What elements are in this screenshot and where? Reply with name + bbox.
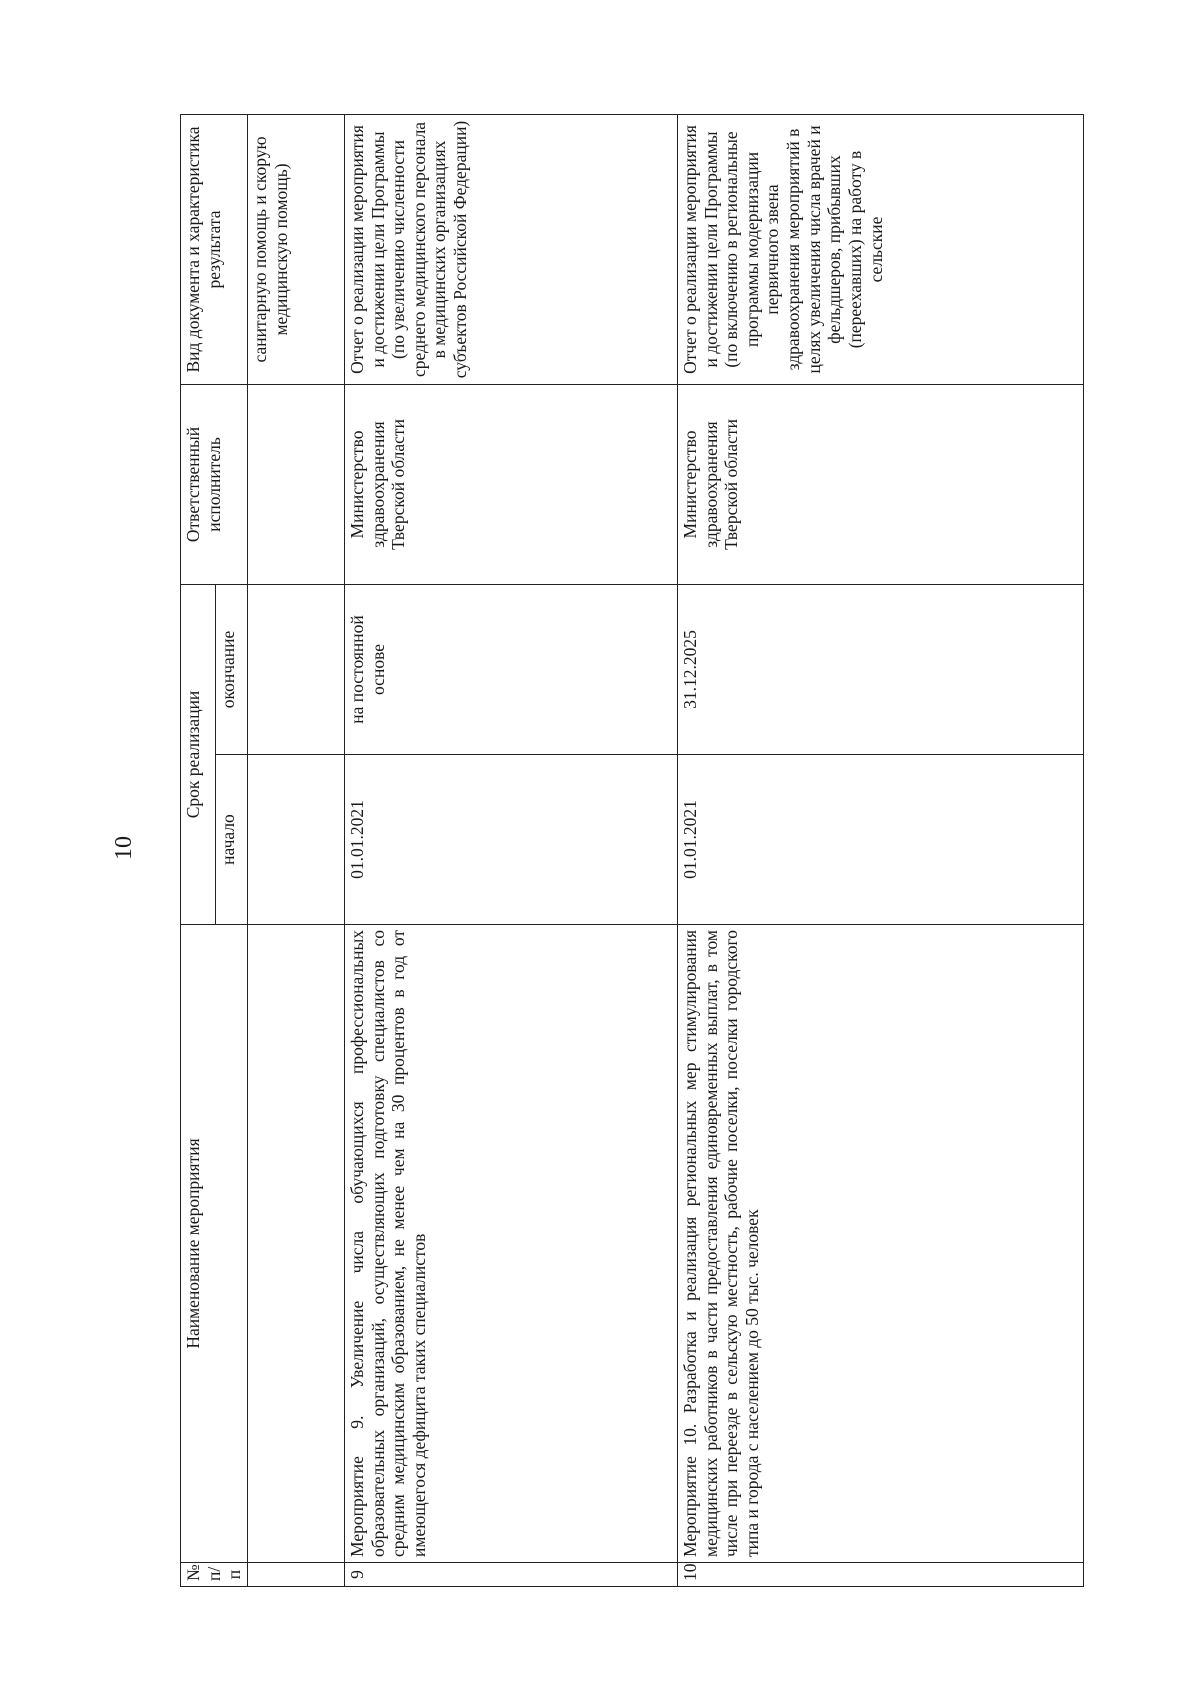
activities-table	[180, 114, 1084, 1587]
table-header	[181, 114, 248, 1586]
row-executor: Министерство здравоохранения Тверской области	[344, 384, 677, 584]
row-start	[247, 755, 344, 925]
row-executor	[247, 384, 344, 584]
header-row-top	[181, 114, 216, 1586]
row-end: на постоянной основе	[344, 584, 677, 754]
row-executor: Министерство здравоохранения Тверской области	[677, 384, 1083, 584]
row-number	[247, 1563, 344, 1587]
row-name: Мероприятие 10. Разработка и реализация региональных мер стимулирования медицинских работников в части предоставления единовременных выплат, в том числе при переезде в сельскую местность, рабочие поселки, поселки городского типа и города с населением до 50 тыс. человек	[677, 925, 1083, 1563]
row-number: 9	[344, 1563, 677, 1587]
header-end: окончание	[216, 584, 248, 754]
row-end	[247, 584, 344, 754]
row-start: 01.01.2021	[344, 755, 677, 925]
row-name: Мероприятие 9. Увеличение числа обучающихся профессиональных образовательных организаций, осуществляющих подготовку специалистов со средним медицинским образованием, не менее чем на 30 процентов в год от имеющегося дефицита таких специалистов	[344, 925, 677, 1563]
row-result: Отчет о реализации мероприятия и достижении цели Программы (по увеличению численности среднего медицинского персонала в медицинских организациях субъектов Российской Федерации)	[344, 114, 677, 384]
row-name	[247, 925, 344, 1563]
header-number: № п/п	[181, 1563, 248, 1587]
header-period: Срок реализации	[181, 584, 216, 924]
table-row	[677, 114, 1083, 1586]
row-result: Отчет о реализации мероприятия и достижении цели Программы (по включению в региональные программы модернизации первичного звена здравоохранения мероприятий в целях увеличения числа врачей и фельдшеров, прибывших (переехавших) на работу в сельские	[677, 114, 1083, 384]
rotated-table-container	[180, 115, 1083, 1587]
row-end: 31.12.2025	[677, 584, 1083, 754]
table-row	[344, 114, 677, 1586]
row-result: санитарную помощь и скорую медицинскую помощь)	[247, 114, 344, 384]
header-name: Наименование мероприятия	[181, 925, 248, 1563]
header-executor: Ответственный исполнитель	[181, 384, 248, 584]
header-start: начало	[216, 755, 248, 925]
page-number: 10	[111, 836, 137, 860]
row-start: 01.01.2021	[677, 755, 1083, 925]
row-number: 10	[677, 1563, 1083, 1587]
header-result: Вид документа и характеристика результата	[181, 114, 248, 384]
table-row	[247, 114, 344, 1586]
